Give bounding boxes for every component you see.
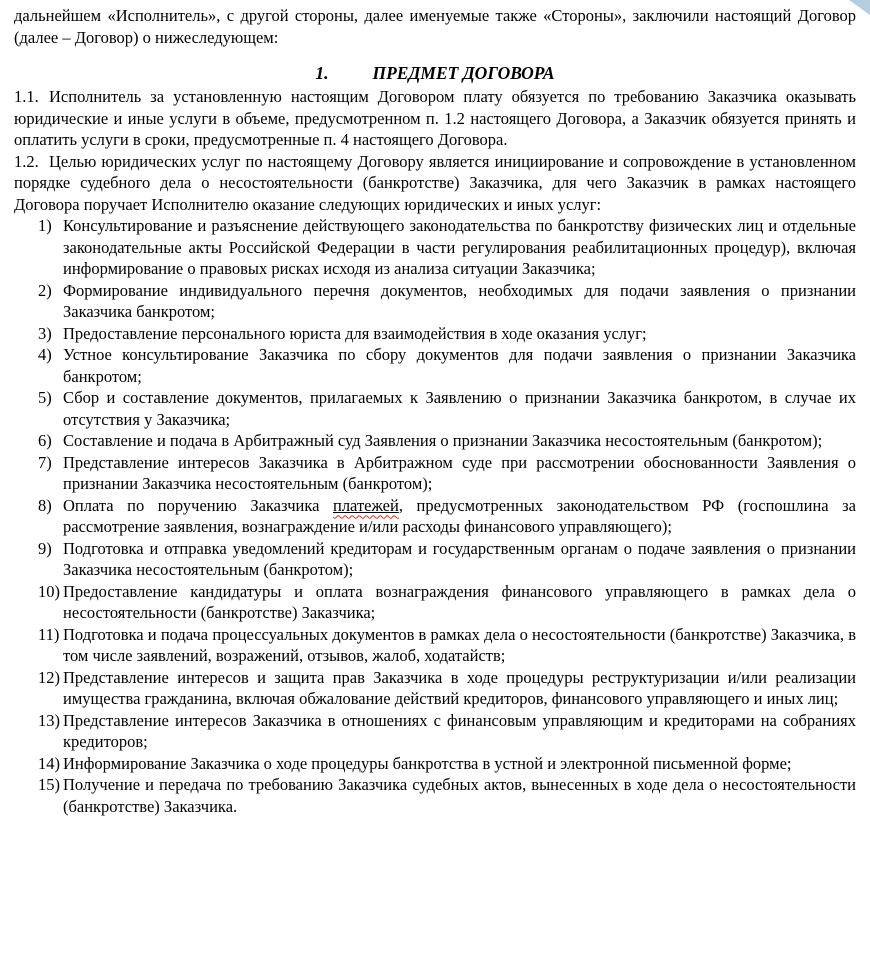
list-item-body bbox=[63, 625, 856, 666]
spellcheck-flagged-word bbox=[333, 496, 399, 515]
list-item-number: 7) bbox=[38, 452, 52, 472]
service-list-item bbox=[14, 624, 856, 667]
list-item-text: Представление интересов Заказчика в Арбитражном суде при рассмотрении обоснованности Заявления о признании Заказчика несостоятельным (банкротом); bbox=[63, 452, 856, 493]
list-item-text: Представление интересов Заказчика в отношениях с финансовым управляющим и кредиторами на собраниях кредиторов; bbox=[63, 710, 856, 751]
list-item-body bbox=[63, 324, 647, 343]
list-item-number: 12) bbox=[38, 667, 60, 687]
section-heading bbox=[14, 62, 856, 84]
list-item-number: 4) bbox=[38, 345, 52, 364]
clause-text: Исполнитель за установленную настоящим Договором плату обязуется по требованию Заказчика оказывать юридические и иные услуги в объеме, предусмотренном п. 1.2 настоящего Договора, а Заказчик обязуется принять и оплатить услуги в сроки, предусмотренные п. 4 настоящего Договора. bbox=[14, 87, 856, 149]
list-item-body bbox=[63, 775, 856, 816]
corner-fold-icon bbox=[849, 0, 870, 15]
service-list-item bbox=[14, 581, 856, 624]
service-list-item bbox=[14, 280, 856, 323]
list-item-text: Представление интересов и защита прав Заказчика в ходе процедуры реструктуризации и/или реализации имущества гражданина, включая обжалование действий кредиторов, финансового управляющего и иных лиц; bbox=[63, 667, 856, 708]
list-item-body bbox=[63, 539, 856, 580]
service-list-item bbox=[14, 452, 856, 495]
service-list-item bbox=[14, 753, 856, 775]
list-item-body bbox=[63, 754, 792, 773]
list-item-body bbox=[63, 582, 856, 623]
list-item-text: Сбор и составление документов, прилагаемых к Заявлению о признании Заказчика банкротом, в случае их отсутствия у Заказчика; bbox=[63, 388, 856, 429]
list-item-text: Консультирование и разъяснение действующего законодательства по банкротству физических лиц и отдельные законодательные акты Российской Федерации в части регулирования реабилитационных процедур), включая информирование о правовых рисках исходя из анализа ситуации Заказчика; bbox=[63, 216, 856, 278]
service-list-item bbox=[14, 430, 856, 452]
list-item-text: Устное консультирование Заказчика по сбору документов для подачи заявления о признании Заказчика банкротом; bbox=[63, 345, 856, 386]
service-list-item bbox=[14, 710, 856, 753]
list-item-body bbox=[63, 388, 856, 429]
list-item-text: Подготовка и подача процессуальных документов в рамках дела о несостоятельности (банкротстве) Заказчика, в том числе заявлений, возражений, отзывов, жалоб, ходатайств; bbox=[63, 624, 856, 665]
list-item-number: 1) bbox=[38, 216, 52, 235]
numbered-paragraphs bbox=[14, 86, 856, 215]
spellcheck-wavy-underline: платежей bbox=[332, 495, 399, 515]
list-item-number: 5) bbox=[38, 388, 52, 407]
list-item-text: Составление и подача в Арбитражный суд Заявления о признании Заказчика несостоятельным (банкротом); bbox=[63, 431, 823, 450]
list-item-number: 2) bbox=[38, 280, 52, 300]
list-item-text: Информирование Заказчика о ходе процедуры банкротства в устной и электронной письменной форме; bbox=[63, 753, 792, 773]
list-item-body bbox=[63, 496, 856, 537]
list-item-number: 6) bbox=[38, 431, 52, 450]
list-item-body bbox=[63, 668, 856, 709]
list-item-body bbox=[63, 431, 822, 450]
service-list-item bbox=[14, 215, 856, 280]
service-list-item bbox=[14, 774, 856, 817]
services-list bbox=[14, 215, 856, 817]
list-item-number: 14) bbox=[38, 753, 60, 773]
clause-number: 1.2. bbox=[14, 151, 39, 171]
clause-number: 1.1. bbox=[14, 87, 39, 106]
list-item-text: Подготовка и отправка уведомлений кредиторам и государственным органам о подаче заявления о признании Заказчика несостоятельным (банкротом); bbox=[63, 538, 856, 579]
list-item-number: 8) bbox=[38, 495, 52, 515]
service-list-item bbox=[14, 387, 856, 430]
service-list-item bbox=[14, 344, 856, 387]
list-item-text: Формирование индивидуального перечня документов, необходимых для подачи заявления о признании Заказчика банкротом; bbox=[63, 280, 856, 321]
service-list-item bbox=[14, 667, 856, 710]
list-item-number: 9) bbox=[38, 538, 52, 558]
list-item-text: Получение и передача по требованию Заказчика судебных актов, вынесенных в ходе дела о несостоятельности (банкротстве) Заказчика. bbox=[63, 775, 856, 816]
list-item-body bbox=[63, 711, 856, 752]
service-list-item bbox=[14, 323, 856, 345]
list-item-number: 11) bbox=[38, 624, 60, 644]
list-item-body bbox=[63, 453, 856, 494]
section-heading-title: ПРЕДМЕТ ДОГОВОРА bbox=[372, 63, 555, 83]
list-item-number: 13) bbox=[38, 710, 60, 730]
contract-clause bbox=[14, 86, 856, 151]
intro-paragraph: дальнейшем «Исполнитель», с другой стороны, далее именуемые также «Стороны», заключили настоящий Договор (далее – Договор) о нижеследующем: bbox=[14, 6, 856, 47]
list-item-text: , предусмотренных законодательством РФ (госпошлина за рассмотрение заявления, вознаграждение и/или расходы финансового управляющего); bbox=[63, 495, 856, 536]
list-item-number: 3) bbox=[38, 323, 52, 343]
list-item-text: Предоставление кандидатуры и оплата вознаграждения финансового управляющего в рамках дела о несостоятельности (банкротстве) Заказчика; bbox=[63, 581, 856, 622]
service-list-item bbox=[14, 538, 856, 581]
list-item-text: Оплата по поручению Заказчика bbox=[63, 495, 333, 515]
list-item-number: 15) bbox=[38, 775, 60, 794]
list-item-body bbox=[63, 345, 856, 386]
list-item-body bbox=[63, 216, 856, 278]
section-heading-number: 1. bbox=[315, 63, 329, 83]
list-item-number: 10) bbox=[38, 581, 60, 601]
clause-text: Целью юридических услуг по настоящему Договору является инициирование и сопровождение в установленном порядке судебного дела о несостоятельности (банкротстве) Заказчика, для чего Заказчик в рамках настоящего Договора поручает Исполнителю оказание следующих юридических и иных услуг: bbox=[14, 151, 856, 214]
contract-clause bbox=[14, 151, 856, 216]
list-item-body bbox=[63, 281, 856, 322]
service-list-item bbox=[14, 495, 856, 538]
list-item-text: Предоставление персонального юриста для взаимодействия в ходе оказания услуг; bbox=[63, 323, 647, 343]
